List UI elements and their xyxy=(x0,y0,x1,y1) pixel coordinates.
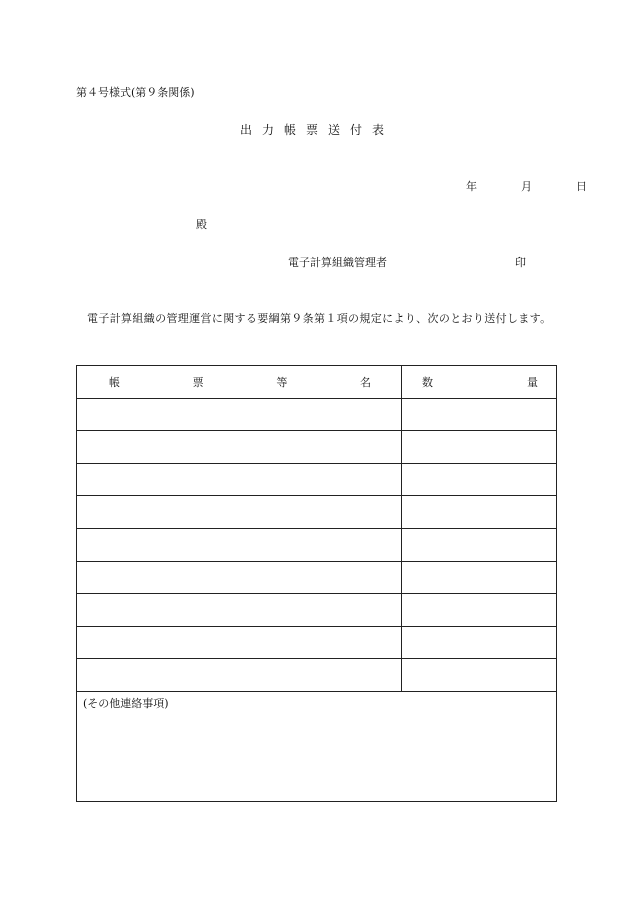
header-qty-char: 数 xyxy=(422,375,433,389)
table-header-row xyxy=(77,366,557,399)
sender-title: 電子計算組織管理者 xyxy=(288,256,387,269)
quantity-cell[interactable] xyxy=(402,594,557,627)
table-row xyxy=(77,496,557,529)
table-row xyxy=(77,431,557,464)
header-item-name xyxy=(77,366,402,399)
quantity-cell[interactable] xyxy=(402,463,557,496)
year-label: 年 xyxy=(466,180,477,193)
quantity-cell[interactable] xyxy=(402,431,557,464)
body-text: 電子計算組織の管理運営に関する要綱第９条第１項の規定により、次のとおり送付します。 xyxy=(87,312,552,325)
document-title: 出力帳票送付表 xyxy=(239,123,394,137)
quantity-cell[interactable] xyxy=(402,626,557,659)
addressee-honorific: 殿 xyxy=(196,218,207,231)
quantity-cell[interactable] xyxy=(402,659,557,692)
header-name-char: 票 xyxy=(192,375,204,389)
item-name-cell[interactable] xyxy=(77,431,402,464)
table-row xyxy=(77,463,557,496)
table-row xyxy=(77,528,557,561)
header-quantity xyxy=(402,366,557,399)
seal-label: 印 xyxy=(515,256,526,269)
header-name-char: 等 xyxy=(276,375,288,389)
items-table xyxy=(76,365,557,692)
item-name-cell[interactable] xyxy=(77,561,402,594)
quantity-cell[interactable] xyxy=(402,398,557,431)
header-qty-char: 量 xyxy=(527,375,538,389)
quantity-cell[interactable] xyxy=(402,561,557,594)
remarks-label: (その他連絡事項) xyxy=(83,697,169,710)
form-number: 第４号様式(第９条関係) xyxy=(76,86,195,99)
header-name-char: 名 xyxy=(359,375,371,389)
item-name-cell[interactable] xyxy=(77,594,402,627)
item-name-cell[interactable] xyxy=(77,496,402,529)
quantity-cell[interactable] xyxy=(402,528,557,561)
day-label: 日 xyxy=(576,180,587,193)
table-row xyxy=(77,659,557,692)
item-name-cell[interactable] xyxy=(77,398,402,431)
quantity-cell[interactable] xyxy=(402,496,557,529)
remarks-box[interactable] xyxy=(76,691,557,802)
date-line xyxy=(444,180,587,194)
item-name-cell[interactable] xyxy=(77,528,402,561)
table-row xyxy=(77,561,557,594)
table-row xyxy=(77,594,557,627)
item-name-cell[interactable] xyxy=(77,463,402,496)
table-row xyxy=(77,398,557,431)
table-row xyxy=(77,626,557,659)
item-name-cell[interactable] xyxy=(77,626,402,659)
header-name-char: 帳 xyxy=(109,375,120,389)
month-label: 月 xyxy=(521,180,532,193)
item-name-cell[interactable] xyxy=(77,659,402,692)
